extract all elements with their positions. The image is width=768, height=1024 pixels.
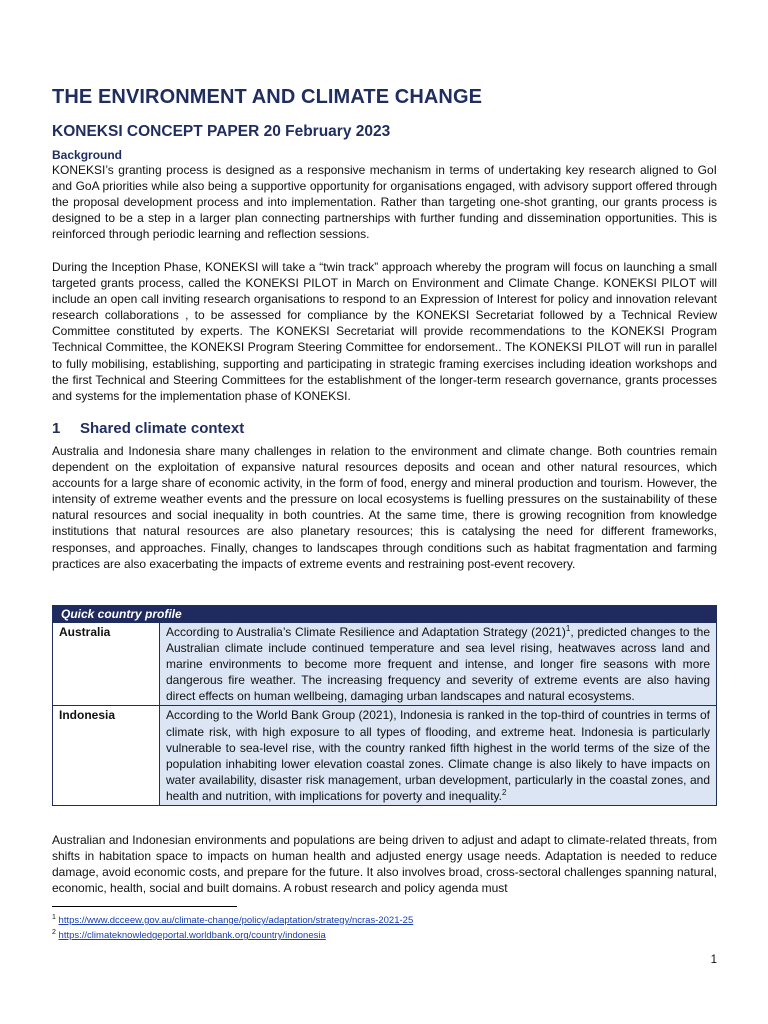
footnote-marker: 1 [52,914,56,921]
background-heading: Background [52,148,123,162]
table-row [53,623,717,706]
footnote-1 [52,912,413,927]
description-text: , predicted changes to the Australian climate include continued temperature and sea level rising, heatwaves across land and marine environments to become more frequent and intense, and longer fire seasons with more dangerous fire weather. The increasing frequency and severity of extreme events are also having direct effects on human wellbeing, damaging urban landscapes and natural ecosystems. [166,625,710,704]
footnote-ref[interactable]: 1 [565,624,571,633]
description-cell [160,706,717,806]
table-row [53,706,717,806]
footnote-divider [52,906,237,907]
document-subtitle: KONEKSI CONCEPT PAPER 20 February 2023 [52,123,391,140]
description-text: According to Australia’s Climate Resilience and Adaptation Strategy (2021) [166,625,566,639]
footnote-ref[interactable]: 2 [501,787,507,797]
country-profile-table [52,605,717,806]
table-header: Quick country profile [53,606,717,623]
section-title: Shared climate context [80,420,245,437]
context-paragraph: Australia and Indonesia share many challenges in relation to the environment and climate change. Both countries remain dependent on the exploitation of expansive natural resources deposits and ocean and other natural resources, which accounts for a large share of economic activity, in the form of food, energy and mineral production and tourism. However, the intensity of extreme weather events and the pressure on local ecosystems is fuelling pressures on the sustainability of these natural resources and social inequality in both countries. At the same time, there is growing recognition from knowledge institutions that natural resources are also planetary resources; this is catalysing the need for different frameworks, responses, and approaches. Finally, changes to landscapes through conditions such as habitat fragmentation and farming practices are also exacerbating the impacts of extreme events and restraining post-event recovery. [52,444,717,571]
footnote-link-2[interactable]: https://climateknowledgeportal.worldbank.org/country/indonesia [58,930,326,942]
country-cell: Indonesia [53,706,160,806]
background-paragraph-2: During the Inception Phase, KONEKSI will take a “twin track” approach whereby the program will focus on launching a small targeted grants process, called the KONEKSI PILOT in March on Environment and Climate Change. KONEKSI PILOT will include an open call inviting research organisations to respond to an Expression of Interest for policy and innovation relevant research collaborations , to be assessed for compliance by the KONEKSI Secretariat followed by a Technical Review Committee constituted by experts. The KONEKSI Secretariat will provide recommendations to the KONEKSI Program Technical Committee, the KONEKSI Program Steering Committee for endorsement.. The KONEKSI PILOT will run in parallel to fully mobilising, establishing, supporting and participating in strategic framing exercises including ideation workshops and the first Technical and Steering Committees for the establishment of the longer-term research governance, grants processes and systems for the implementation phase of KONEKSI. [52,260,717,403]
section-number: 1 [52,420,61,437]
footnote-2 [52,927,413,942]
footnote-link-1[interactable]: https://www.dcceew.gov.au/climate-change/policy/adaptation/strategy/ncras-2021-25 [58,915,414,927]
description-cell [160,623,717,706]
description-text: According to the World Bank Group (2021), Indonesia is ranked in the top-third of countries in terms of climate risk, with high exposure to all types of flooding, and extreme heat. Indonesia is particularly vulnerable to sea-level rise, with the country ranked fifth highest in the world terms of the size of the population inhabiting lower elevation coastal zones. Climate change is also likely to have impacts on water availability, disaster risk management, urban development, particularly in the coastal zones, and health and nutrition, with implications for poverty and inequality. [166,708,710,803]
page-number: 1 [710,954,717,966]
section-heading [52,420,244,437]
footnotes [52,912,413,942]
adaptation-paragraph: Australian and Indonesian environments and populations are being driven to adjust and adapt to climate-related threats, from shifts in habitation space to impacts on human health and adjusted energy usage needs. Adaptation is needed to reduce damage, avoid economic costs, and prepare for the future. It also involves broad, cross-sectoral challenges spanning natural, economic, health, social and built domains. A robust research and policy agenda must [52,833,717,896]
country-cell: Australia [53,623,160,706]
background-paragraph-1: KONEKSI’s granting process is designed as a responsive mechanism in terms of undertaking key research aligned to GoI and GoA priorities while also being a supportive opportunity for organisations engaged, with advisory support offered through the proposal development process and into implementation. Rather than targeting one-shot granting, our grants process is designed to be a step in a larger plan connecting partnerships with further funding and dissemination opportunities. This is reinforced through periodic learning and reflection sessions. [52,163,717,242]
footnote-marker: 2 [52,929,56,937]
document-title: THE ENVIRONMENT AND CLIMATE CHANGE [52,86,483,108]
